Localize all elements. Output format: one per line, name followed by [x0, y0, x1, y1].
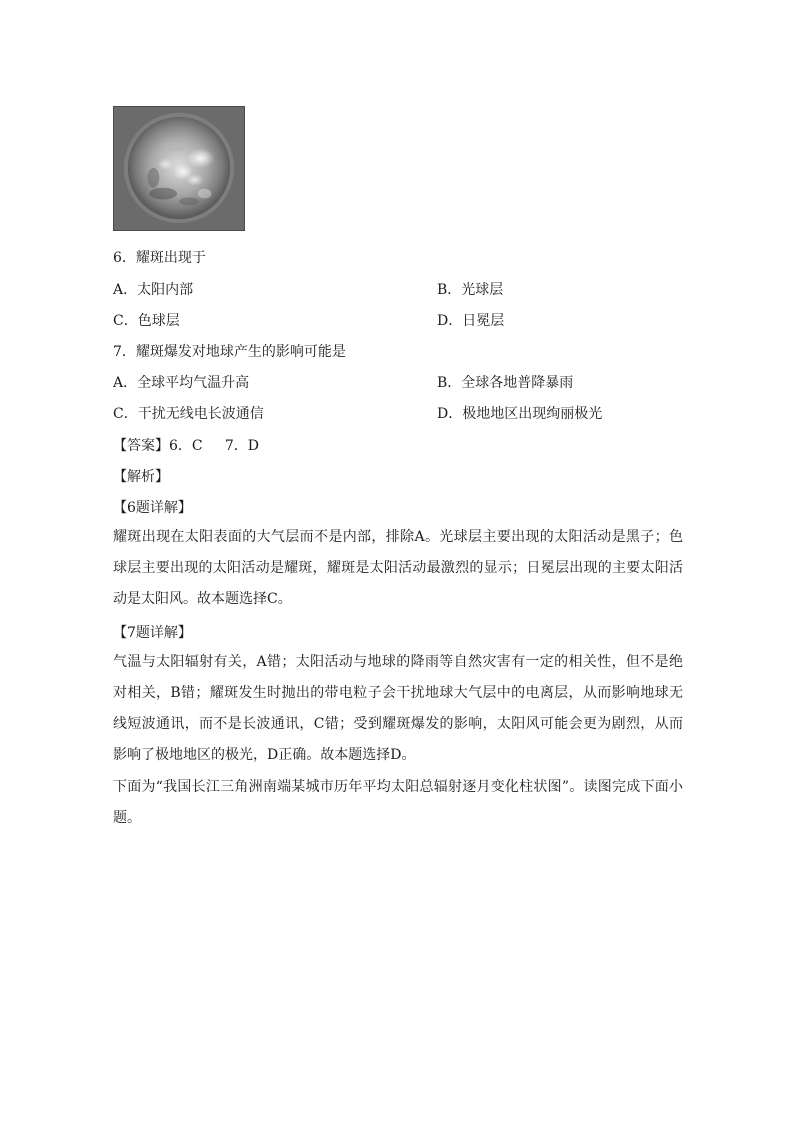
question-7-stem: 7．耀斑爆发对地球产生的影响可能是 [113, 344, 346, 360]
question-6-option-b: B．光球层 [437, 282, 504, 298]
detail-6-text: 耀斑出现在太阳表面的大气层而不是内部，排除A。光球层主要出现的太阳活动是黑子；色球层主要出现的太阳活动是耀斑，耀斑是太阳活动最激烈的显示；日冕层出现的主要太阳活动是太阳风。故本题选择C。 [113, 529, 683, 607]
question-7-option-d: D．极地地区出现绚丽极光 [437, 406, 603, 422]
answer-text: 6．C 7．D [169, 438, 260, 454]
next-question-intro: 下面为“我国长江三角洲南端某城市历年平均太阳总辐射逐月变化柱状图”。读图完成下面小题。 [113, 779, 683, 826]
detail-7-label: 【7题详解】 [113, 625, 192, 641]
question-7-option-a: A．全球平均气温升高 [113, 375, 250, 391]
question-6-stem: 6．耀斑出现于 [113, 250, 206, 266]
question-6-option-c: C．色球层 [113, 313, 180, 329]
question-6-option-a: A．太阳内部 [113, 282, 194, 298]
question-7-option-b: B．全球各地普降暴雨 [437, 375, 574, 391]
question-6-option-d: D．日冕层 [437, 313, 505, 329]
answer-label: 【答案】 [113, 438, 169, 454]
detail-7-text: 气温与太阳辐射有关，A错；太阳活动与地球的降雨等自然灾害有一定的相关性，但不是绝对相关，B错；耀斑发生时抛出的带电粒子会干扰地球大气层中的电离层，从而影响地球无线短波通讯，而不是长波通讯，C错；受到耀斑爆发的影响，太阳风可能会更为剧烈，从而影响了极地地区的极光，D正确。故本题选择D。 [113, 654, 683, 763]
analysis-label: 【解析】 [113, 469, 169, 485]
question-7-option-c: C．干扰无线电长波通信 [113, 406, 264, 422]
answer-line [113, 437, 259, 455]
detail-6-label: 【6题详解】 [113, 500, 192, 516]
sun-photo [113, 106, 245, 231]
